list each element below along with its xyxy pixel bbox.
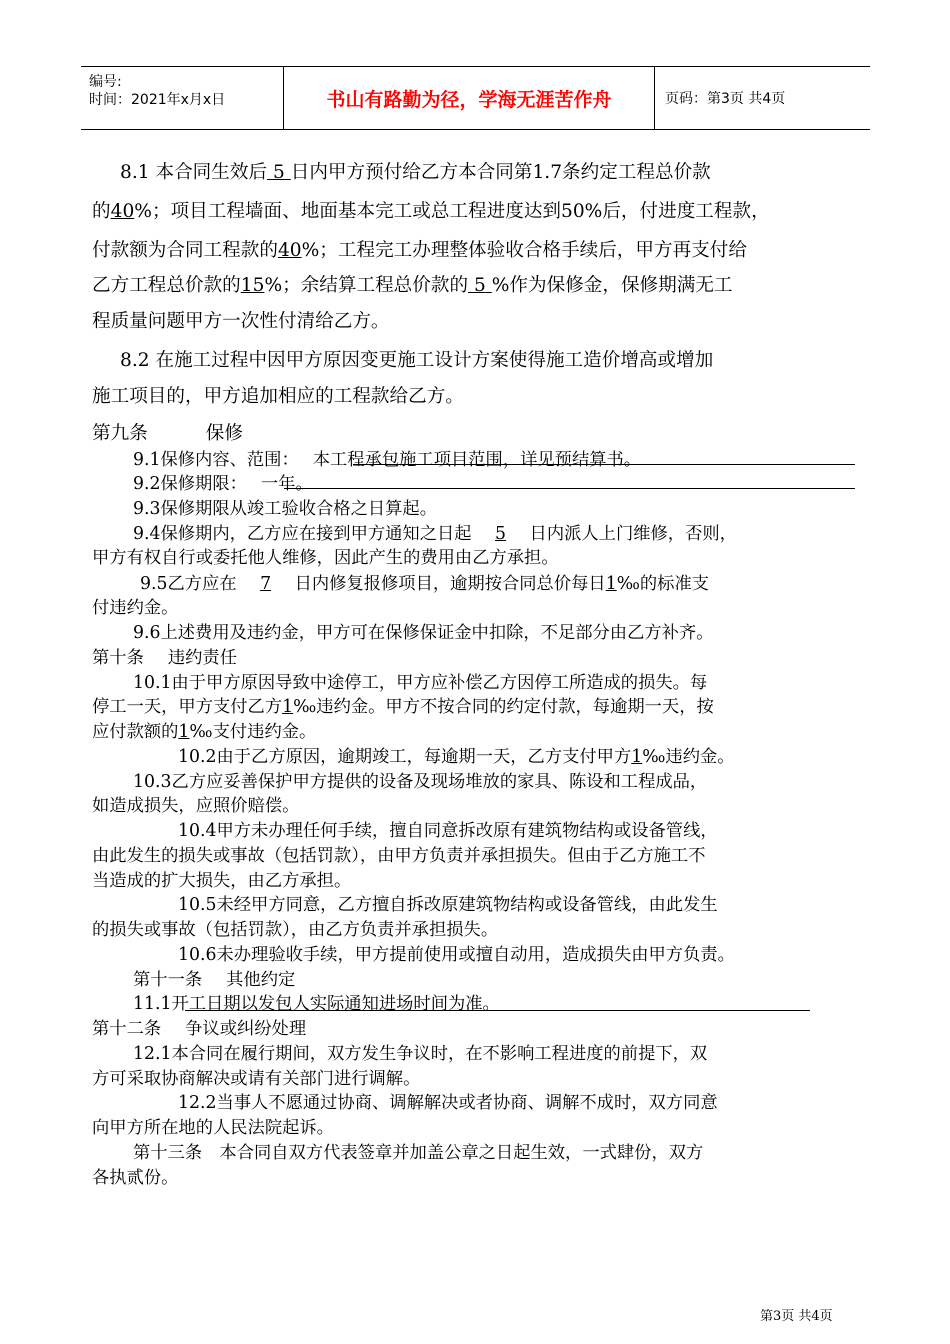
header-page-label: 页码：第3页 共4页: [665, 91, 786, 107]
p81-line4: 乙方工程总价款的15%；余结算工程总价款的 5 %作为保修金，保修期满无工: [92, 275, 733, 296]
s101-line3: 应付款额的1‰支付违约金。: [92, 722, 317, 742]
s103-line1: 10.3乙方应妥善保护甲方提供的设备及现场堆放的家具、陈设和工程成品，: [133, 772, 708, 792]
s95-line2: 付违约金。: [92, 598, 179, 618]
s91-line: 9.1保修内容、范围： 本工程承包施工项目范围，详见预结算书。: [133, 450, 642, 470]
s96-line: 9.6上述费用及违约金，甲方可在保修保证金中扣除，不足部分由乙方补齐。: [133, 623, 714, 643]
s13-line2: 各执贰份。: [92, 1168, 179, 1188]
p81-line2: 的40%；项目工程墙面、地面基本完工或总工程进度达到50%后，付进度工程款，: [92, 201, 770, 222]
s111-line: 11.1开工日期以发包人实际通知进场时间为准。: [133, 994, 500, 1014]
s104-line2: 由此发生的损失或事故（包括罚款），由甲方负责并承担损失。但由于乙方施工不: [92, 846, 706, 866]
section11-heading: 第十一条 其他约定: [133, 970, 296, 990]
s94-line2: 甲方有权自行或委托他人维修，因此产生的费用由乙方承担。: [92, 548, 559, 568]
s102-line: 10.2由于乙方原因，逾期竣工，每逾期一天，乙方支付甲方1‰违约金。: [178, 747, 735, 767]
section10-heading: 第十条 违约责任: [92, 648, 237, 668]
p82-line1: 8.2 在施工过程中因甲方原因变更施工设计方案使得施工造价增高或增加: [120, 350, 714, 371]
s92-underline: [284, 488, 855, 489]
page-header: [81, 66, 870, 130]
p81-line5: 程质量问题甲方一次性付清给乙方。: [92, 311, 390, 332]
s111-underline: [185, 1010, 810, 1011]
s121-line2: 方可采取协商解决或请有关部门进行调解。: [92, 1069, 421, 1089]
serial-label: 编号:: [89, 74, 122, 90]
s103-line2: 如造成损失，应照价赔偿。: [92, 796, 300, 816]
s122-line2: 向甲方所在地的人民法院起诉。: [92, 1118, 334, 1138]
section9-heading: 第九条 保修: [92, 423, 243, 444]
p81-line1: 8.1 本合同生效后 5 日内甲方预付给乙方本合同第1.7条约定工程总价款: [120, 162, 711, 183]
s91-underline: [353, 464, 855, 465]
time-label: 时间：2021年x月x日: [89, 92, 226, 108]
s13-line1: 第十三条 本合同自双方代表签章并加盖公章之日起生效，一式肆份，双方: [133, 1143, 704, 1163]
s94-line1: 9.4保修期内，乙方应在接到甲方通知之日起 5 日内派人上门维修，否则，: [133, 524, 737, 544]
p82-line2: 施工项目的，甲方追加相应的工程款给乙方。: [92, 386, 464, 407]
s121-line1: 12.1本合同在履行期间，双方发生争议时，在不影响工程进度的前提下，双: [133, 1044, 708, 1064]
section12-heading: 第十二条 争议或纠纷处理: [92, 1019, 307, 1039]
s93-line: 9.3保修期限从竣工验收合格之日算起。: [133, 499, 437, 519]
s95-line1: 9.5乙方应在 7 日内修复报修项目，逾期按合同总价每日1‰的标准支: [140, 574, 710, 594]
s105-line2: 的损失或事故（包括罚款），由乙方负责并承担损失。: [92, 920, 499, 940]
s105-line1: 10.5未经甲方同意，乙方擅自拆改原建筑物结构或设备管线，由此发生: [178, 895, 718, 915]
s101-line1: 10.1由于甲方原因导致中途停工，甲方应补偿乙方因停工所造成的损失。每: [133, 673, 708, 693]
s104-line1: 10.4甲方未办理任何手续，擅自同意拆改原有建筑物结构或设备管线，: [178, 821, 718, 841]
s104-line3: 当造成的扩大损失，由乙方承担。: [92, 871, 352, 891]
page-footer: 第3页 共4页: [760, 1309, 833, 1324]
p81-line3: 付款额为合同工程款的40%；工程完工办理整体验收合格手续后，甲方再支付给: [92, 240, 747, 261]
s101-line2: 停工一天，甲方支付乙方1‰违约金。甲方不按合同的约定付款，每逾期一天，按: [92, 697, 714, 717]
header-meta-cell: [81, 67, 284, 129]
s92-line: 9.2保修期限： 一年。: [133, 474, 313, 494]
s122-line1: 12.2当事人不愿通过协商、调解解决或者协商、调解不成时，双方同意: [178, 1093, 718, 1113]
header-motto: 书山有路勤为径，学海无涯苦作舟: [284, 67, 655, 129]
s106-line: 10.6未办理验收手续，甲方提前使用或擅自动用，造成损失由甲方负责。: [178, 945, 735, 965]
